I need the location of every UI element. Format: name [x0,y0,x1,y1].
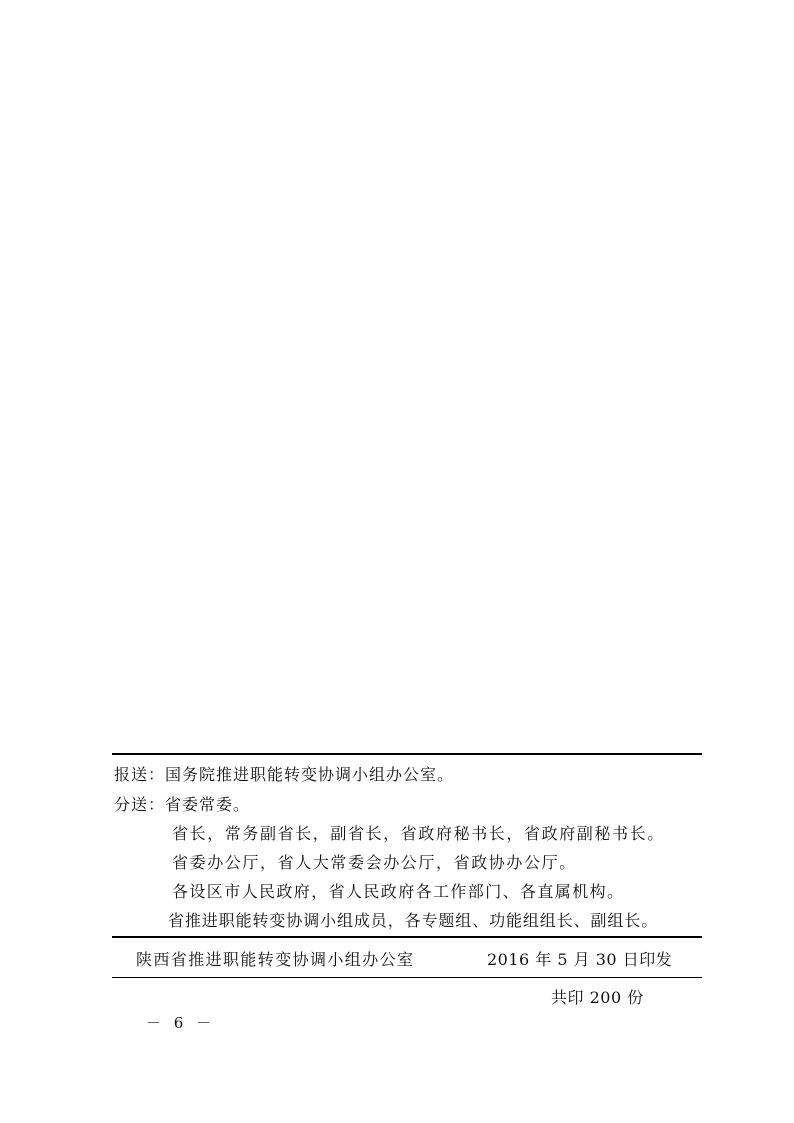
copy-recipient-2: 省长，常务副省长，副省长，省政府秘书长，省政府副秘书长。 [172,824,665,843]
copy-to-line [114,795,250,815]
middle-divider-rule [112,936,702,938]
report-label: 报送： [114,765,166,784]
issuing-office: 陕西省推进职能转变协调小组办公室 [136,950,415,969]
report-recipient: 国务院推进职能转变协调小组办公室。 [165,765,455,784]
bottom-divider-rule [112,977,702,978]
copy-label: 分送： [114,795,166,814]
report-to-line [114,765,454,785]
copy-recipient-3: 省委办公厅，省人大常委会办公厅，省政协办公厅。 [172,853,577,872]
page-number: － 6 － [146,1014,216,1032]
copy-recipient-5: 省推进职能转变协调小组成员，各专题组、功能组组长、副组长。 [168,911,659,930]
issue-date: 2016 年 5 月 30 日印发 [487,950,673,969]
print-copies: 共印 200 份 [551,988,644,1007]
top-divider-rule [112,753,702,755]
copy-recipient-1: 省委常委。 [165,795,251,814]
copy-recipient-4: 各设区市人民政府，省人民政府各工作部门、各直属机构。 [172,882,625,901]
